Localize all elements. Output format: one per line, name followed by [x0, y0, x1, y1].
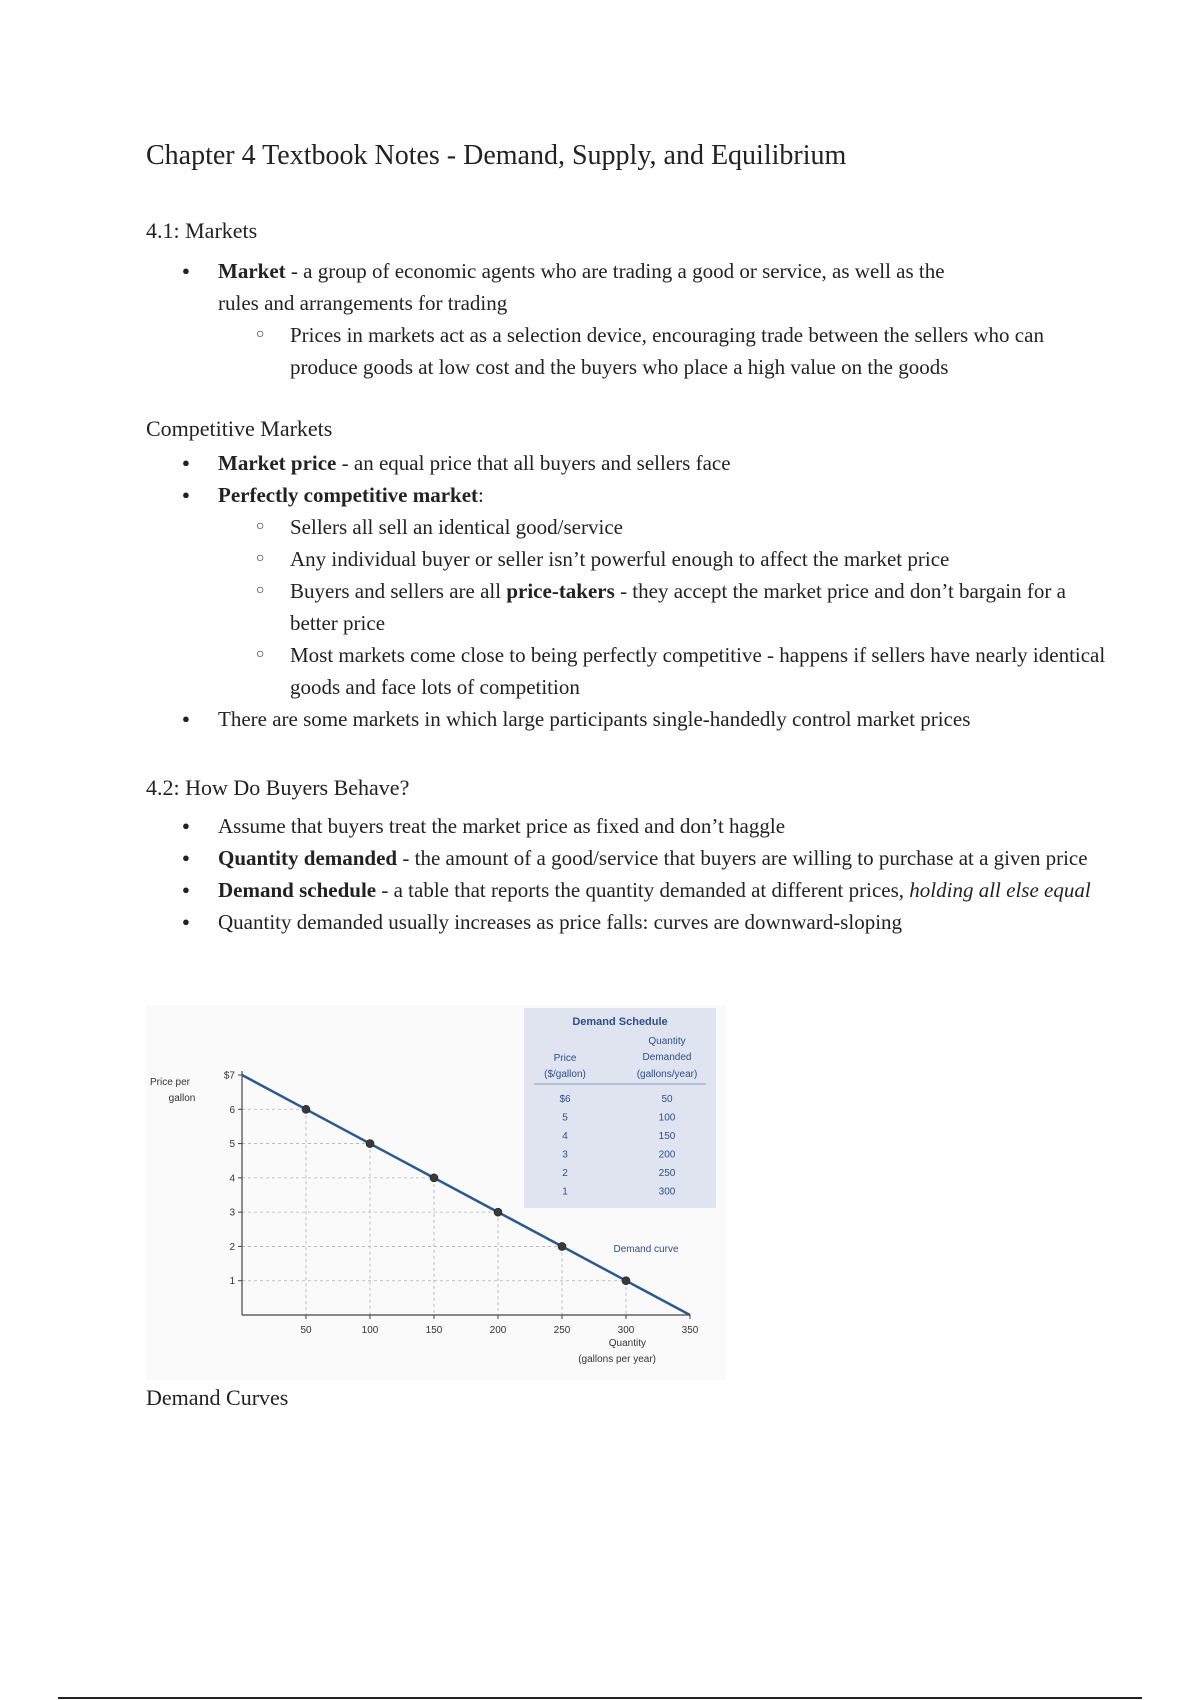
- large-participants-note: There are some markets in which large participants single-handedly control market prices: [218, 707, 971, 731]
- y-tick-label: 6: [229, 1104, 235, 1116]
- y-tick-label: 5: [229, 1139, 235, 1151]
- term-market-price: Market price: [218, 451, 337, 475]
- list-subitem: [146, 639, 1106, 703]
- list-item: [146, 906, 1106, 938]
- schedule-quantity-cell: 250: [658, 1168, 676, 1179]
- x-tick-label: 300: [617, 1325, 635, 1336]
- schedule-quantity-cell: 200: [658, 1149, 676, 1161]
- price-takers-post: - they accept the market price and don’t bargain for a better price: [290, 579, 1066, 635]
- most-markets-note: Most markets come close to being perfectly competitive - happens if sellers have nearly identical goods and face lots of competition: [290, 643, 1106, 699]
- demand-point: [366, 1140, 374, 1148]
- list-subitem: [146, 319, 1106, 383]
- demand-schedule-definition: - a table that reports the quantity demanded at different prices,: [376, 878, 910, 902]
- x-tick-label: 200: [489, 1325, 507, 1336]
- footer-divider: [58, 1697, 1142, 1699]
- demand-point: [302, 1105, 310, 1113]
- demand-curves-heading: Demand Curves: [146, 1385, 289, 1410]
- section-heading-markets: 4.1: Markets: [146, 218, 258, 243]
- market-definition-line1: - a group of economic agents who are trading a good or service, as well as the: [285, 259, 945, 283]
- term-quantity-demanded: Quantity demanded: [218, 846, 398, 870]
- buyers-list: [146, 810, 1106, 938]
- list-item: [146, 842, 1106, 874]
- term-demand-schedule: Demand schedule: [218, 878, 377, 902]
- x-axis-label-line2: (gallons per year): [578, 1354, 656, 1365]
- schedule-col1-line1: Price: [553, 1053, 577, 1064]
- schedule-col2-line3: (gallons/year): [636, 1069, 698, 1080]
- list-item: [146, 255, 1106, 319]
- demand-schedule-table: [524, 1008, 716, 1208]
- demand-point: [622, 1277, 630, 1285]
- downward-sloping-note: Quantity demanded usually increases as price falls: curves are downward-sloping: [218, 910, 903, 934]
- schedule-price-cell: 5: [562, 1112, 568, 1124]
- y-tick-label: 1: [229, 1276, 235, 1288]
- term-price-takers: price-takers: [506, 579, 615, 603]
- schedule-col2-line1: Quantity: [648, 1036, 686, 1047]
- demand-point: [430, 1174, 438, 1182]
- demand-curve-label: Demand curve: [613, 1244, 679, 1255]
- list-item: [146, 810, 1106, 842]
- list-item: [146, 447, 1106, 479]
- schedule-quantity-cell: 100: [658, 1112, 676, 1124]
- schedule-price-cell: $6: [559, 1094, 571, 1105]
- schedule-quantity-cell: 50: [661, 1094, 673, 1105]
- schedule-price-cell: 2: [562, 1168, 568, 1179]
- schedule-price-cell: 1: [562, 1186, 568, 1198]
- x-tick-label: 100: [361, 1325, 379, 1336]
- list-subitem: [146, 511, 1106, 543]
- demand-chart: [146, 1005, 726, 1380]
- y-axis-label-line2: gallon: [168, 1093, 196, 1104]
- demand-point: [558, 1242, 566, 1250]
- colon: :: [478, 483, 484, 507]
- x-tick-label: 50: [300, 1325, 312, 1336]
- list-subitem: [146, 543, 1106, 575]
- y-tick-label: $7: [223, 1070, 235, 1082]
- list-subitem: [146, 575, 1106, 639]
- market-price-definition: - an equal price that all buyers and sellers face: [336, 451, 731, 475]
- x-tick-label: 250: [553, 1325, 571, 1336]
- schedule-price-cell: 4: [562, 1131, 568, 1142]
- competitive-list: [146, 447, 1106, 735]
- identical-goods-note: Sellers all sell an identical good/service: [290, 515, 623, 539]
- y-axis-label-line1: Price per: [149, 1077, 191, 1088]
- section-heading-buyers: 4.2: How Do Buyers Behave?: [146, 775, 410, 800]
- markets-list: [146, 255, 1106, 383]
- prices-note: Prices in markets act as a selection device, encouraging trade between the sellers who can produce goods at low cost and the buyers who place a high value on the goods: [290, 323, 1044, 379]
- schedule-background: [524, 1008, 716, 1208]
- schedule-col2-line2: Demanded: [642, 1052, 692, 1063]
- quantity-demanded-definition: - the amount of a good/service that buyers are willing to purchase at a given price: [397, 846, 1088, 870]
- price-takers-pre: Buyers and sellers are all: [290, 579, 507, 603]
- list-item: [146, 479, 1106, 511]
- term-perfectly-competitive: Perfectly competitive market: [218, 483, 479, 507]
- x-tick-label: 150: [425, 1325, 443, 1336]
- schedule-quantity-cell: 300: [658, 1186, 676, 1198]
- schedule-title: Demand Schedule: [572, 1016, 668, 1028]
- schedule-col1-line2: ($/gallon): [544, 1069, 586, 1080]
- schedule-quantity-cell: 150: [658, 1131, 676, 1142]
- list-item: [146, 703, 1106, 735]
- schedule-price-cell: 3: [562, 1149, 568, 1161]
- y-tick-label: 3: [229, 1207, 235, 1219]
- term-market: Market: [218, 259, 286, 283]
- y-tick-label: 4: [229, 1173, 235, 1185]
- not-powerful-note: Any individual buyer or seller isn’t powerful enough to affect the market price: [290, 547, 950, 571]
- x-axis-label-line1: Quantity: [608, 1338, 646, 1349]
- list-item: [146, 874, 1106, 906]
- demand-point: [494, 1208, 502, 1216]
- y-tick-label: 2: [229, 1241, 235, 1253]
- market-definition-line2: rules and arrangements for trading: [218, 291, 508, 315]
- assume-note: Assume that buyers treat the market price as fixed and don’t haggle: [218, 814, 786, 838]
- x-tick-label: 350: [681, 1325, 699, 1336]
- holding-all-else-equal: holding all else equal: [909, 878, 1091, 902]
- competitive-markets-heading: Competitive Markets: [146, 416, 333, 441]
- page-title: Chapter 4 Textbook Notes - Demand, Supply, and Equilibrium: [146, 140, 847, 171]
